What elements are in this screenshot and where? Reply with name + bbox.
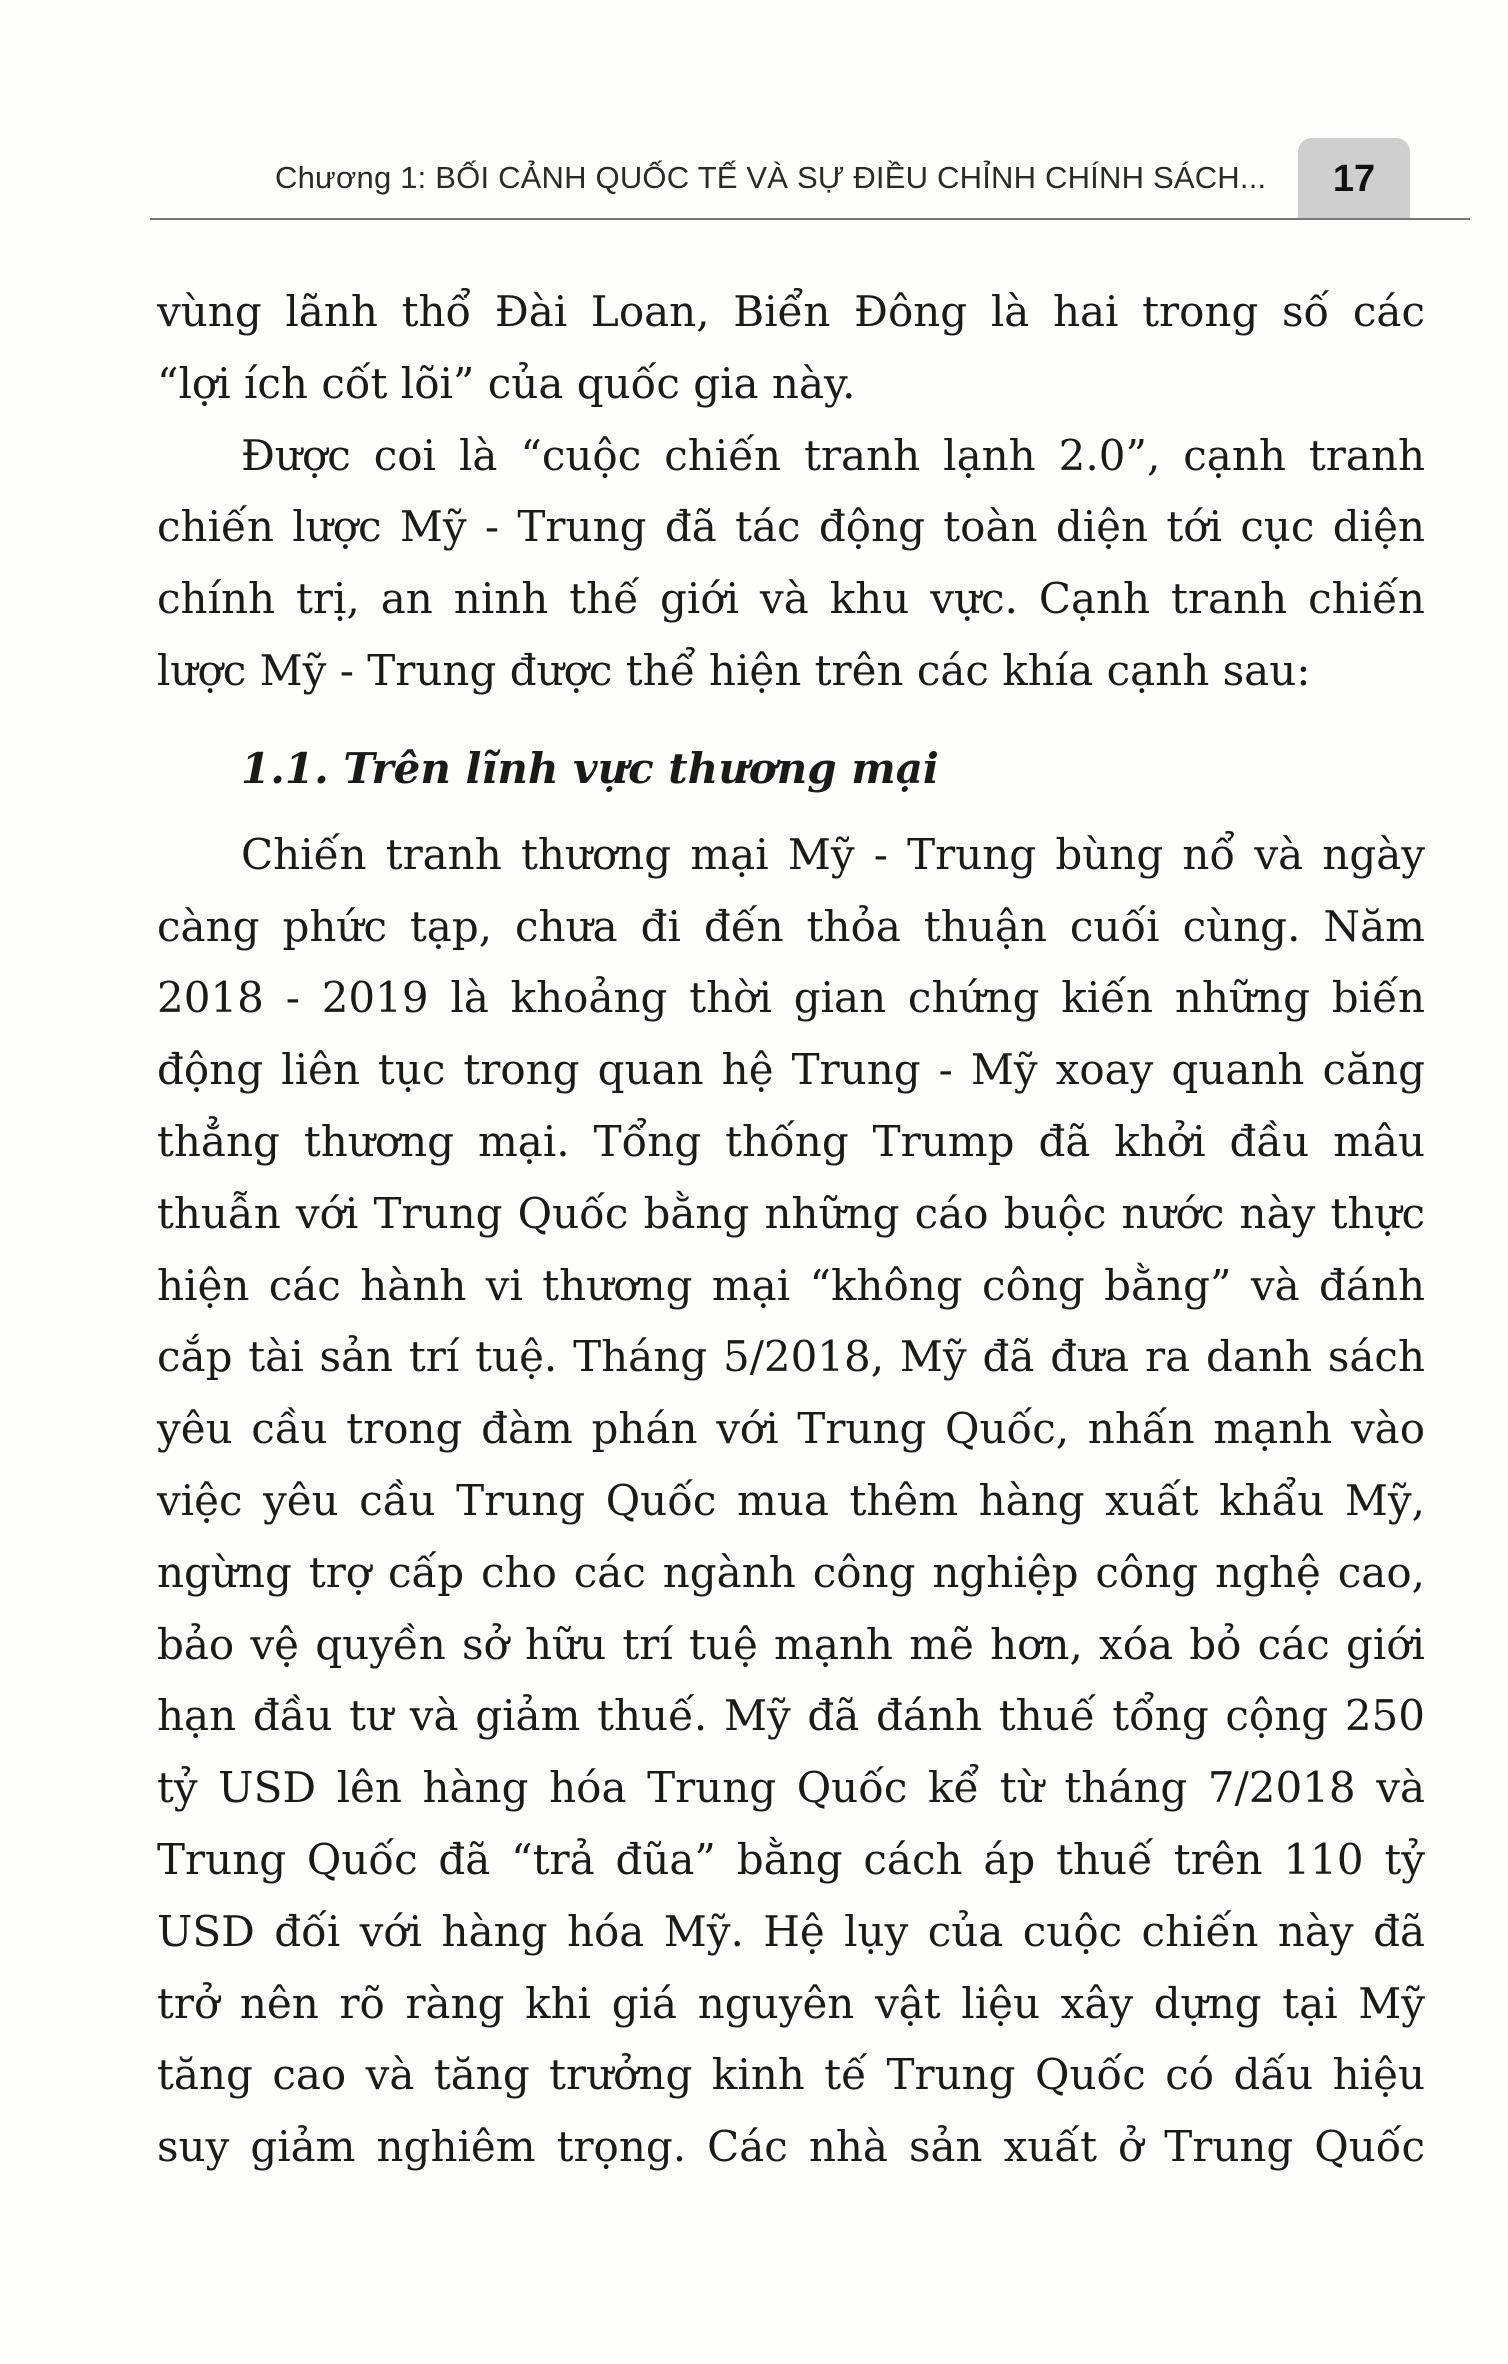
text-line: ngừng trợ cấp cho các ngành công nghiệp công nghệ cao,: [157, 1547, 1425, 1597]
running-header: [0, 138, 1508, 218]
text-line: Được coi là “cuộc chiến tranh lạnh 2.0”, cạnh tranh: [241, 430, 1425, 480]
text-line: Trung Quốc đã “trả đũa” bằng cách áp thuế trên 110 tỷ: [157, 1834, 1425, 1884]
text-line: vùng lãnh thổ Đài Loan, Biển Đông là hai trong số các: [157, 287, 1425, 336]
header-divider: [150, 218, 1470, 220]
text-line: chính trị, an ninh thế giới và khu vực. Cạnh tranh chiến: [157, 574, 1425, 624]
chapter-title: Chương 1: BỐI CẢNH QUỐC TẾ VÀ SỰ ĐIỀU CHỈNH CHÍNH SÁCH...: [275, 160, 1267, 195]
text-line: thuẫn với Trung Quốc bằng những cáo buộc nước này thực: [157, 1188, 1425, 1238]
section-heading: 1.1. Trên lĩnh vực thương mại: [241, 743, 939, 793]
text-line: lược Mỹ - Trung được thể hiện trên các khía cạnh sau:: [157, 645, 1311, 695]
text-line: bảo vệ quyền sở hữu trí tuệ mạnh mẽ hơn, xóa bỏ các giới: [157, 1619, 1425, 1669]
text-line: USD đối với hàng hóa Mỹ. Hệ lụy của cuộc chiến này đã: [157, 1906, 1425, 1956]
body-text: [157, 276, 1425, 2183]
text-line: càng phức tạp, chưa đi đến thỏa thuận cuối cùng. Năm: [157, 901, 1425, 951]
page-number: 17: [1332, 158, 1376, 200]
text-line: Chiến tranh thương mại Mỹ - Trung bùng nổ và ngày: [241, 829, 1425, 879]
text-line: tăng cao và tăng trưởng kinh tế Trung Quốc có dấu hiệu: [157, 2050, 1425, 2100]
paragraph-1: [157, 276, 1425, 420]
paragraph-3: [157, 819, 1425, 2183]
text-line: việc yêu cầu Trung Quốc mua thêm hàng xuất khẩu Mỹ,: [157, 1475, 1425, 1525]
text-line: tỷ USD lên hàng hóa Trung Quốc kể từ tháng 7/2018 và: [157, 1763, 1425, 1813]
text-line: chiến lược Mỹ - Trung đã tác động toàn diện tới cục diện: [157, 502, 1425, 552]
text-line: hiện các hành vi thương mại “không công bằng” và đánh: [157, 1260, 1425, 1310]
text-line: hạn đầu tư và giảm thuế. Mỹ đã đánh thuế tổng cộng 250: [157, 1691, 1425, 1741]
text-line: 2018 - 2019 là khoảng thời gian chứng kiến những biến: [157, 973, 1425, 1023]
paragraph-2: [157, 420, 1425, 707]
page-number-tab: [1298, 138, 1410, 220]
text-line: thẳng thương mại. Tổng thống Trump đã khởi đầu mâu: [157, 1116, 1425, 1166]
text-line: động liên tục trong quan hệ Trung - Mỹ xoay quanh căng: [157, 1045, 1425, 1095]
text-line: yêu cầu trong đàm phán với Trung Quốc, nhấn mạnh vào: [157, 1404, 1425, 1454]
text-line: trở nên rõ ràng khi giá nguyên vật liệu xây dựng tại Mỹ: [157, 1978, 1425, 2028]
text-line: “lợi ích cốt lõi” của quốc gia này.: [157, 358, 856, 408]
text-line: cắp tài sản trí tuệ. Tháng 5/2018, Mỹ đã đưa ra danh sách: [157, 1332, 1425, 1382]
text-line: suy giảm nghiêm trọng. Các nhà sản xuất ở Trung Quốc: [157, 2122, 1425, 2172]
